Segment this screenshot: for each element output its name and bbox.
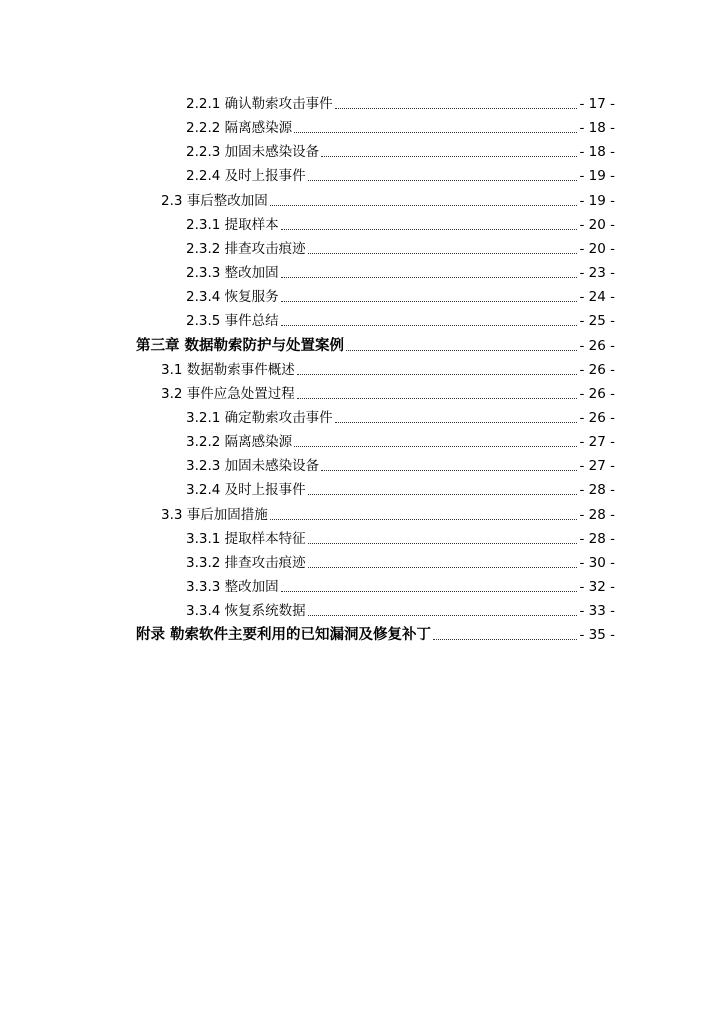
- toc-page-number: - 32 -: [579, 579, 615, 595]
- toc-entry-title: 2.3.4 恢复服务: [186, 289, 279, 306]
- toc-entry-title: 3.3.2 排查攻击痕迹: [186, 554, 306, 571]
- toc-entry-title: 2.2.4 及时上报事件: [186, 168, 306, 185]
- toc-entry[interactable]: [161, 355, 615, 379]
- toc-entry-title: 3.2.1 确定勒索攻击事件: [186, 409, 333, 426]
- toc-dot-leader: [308, 567, 578, 568]
- toc-entry-title: 2.2.2 隔离感染源: [186, 120, 293, 137]
- toc-dot-leader: [281, 301, 578, 302]
- toc-entry-title: 2.3 事后整改加固: [161, 192, 268, 209]
- toc-dot-leader: [308, 180, 578, 181]
- toc-dot-leader: [308, 615, 578, 616]
- toc-page-number: - 26 -: [579, 385, 615, 402]
- toc-entry-title: 3.2.3 加固未感染设备: [186, 458, 320, 475]
- toc-page-number: - 24 -: [579, 289, 615, 306]
- toc-entry[interactable]: [186, 161, 615, 185]
- toc-dot-leader: [281, 325, 578, 326]
- toc-page-number: - 28 -: [579, 506, 615, 523]
- toc-page-number: - 18 -: [579, 144, 615, 161]
- toc-page-number: - 20 -: [579, 240, 615, 257]
- toc-entry[interactable]: [186, 451, 615, 475]
- toc-entry-title: 3.3.3 整改加固: [186, 579, 279, 595]
- toc-page-number: - 20 -: [579, 216, 615, 233]
- toc-page-number: - 26 -: [579, 337, 615, 354]
- toc-entry[interactable]: [136, 620, 615, 644]
- toc-dot-leader: [433, 639, 577, 640]
- toc-dot-leader: [294, 132, 577, 133]
- toc-page-number: - 19 -: [579, 192, 615, 209]
- toc-entry[interactable]: [186, 524, 615, 548]
- toc-entry[interactable]: [186, 475, 615, 499]
- toc-entry-title: 3.3.4 恢复系统数据: [186, 603, 306, 620]
- toc-entry[interactable]: [186, 258, 615, 282]
- toc-dot-leader: [321, 470, 577, 471]
- toc-dot-leader: [281, 229, 578, 230]
- toc-dot-leader: [308, 253, 578, 254]
- toc-page-number: - 35 -: [579, 627, 615, 644]
- toc-dot-leader: [308, 543, 578, 544]
- toc-dot-leader: [294, 446, 577, 447]
- toc-entry-title: 3.2.4 及时上报事件: [186, 482, 306, 499]
- toc-entry[interactable]: [136, 331, 615, 355]
- toc-dot-leader: [297, 374, 578, 375]
- toc-entry-title: 2.2.1 确认勒索攻击事件: [186, 96, 333, 112]
- toc-entry[interactable]: [186, 572, 615, 596]
- toc-page-number: - 18 -: [579, 120, 615, 137]
- toc-dot-leader: [270, 205, 578, 206]
- toc-entry[interactable]: [161, 186, 615, 210]
- toc-entry[interactable]: [161, 379, 615, 403]
- toc-page-number: - 28 -: [579, 530, 615, 547]
- toc-page-number: - 26 -: [579, 361, 615, 378]
- toc-dot-leader: [321, 156, 577, 157]
- toc-entry-title: 2.3.3 整改加固: [186, 265, 279, 282]
- toc-dot-leader: [335, 422, 578, 423]
- toc-page-number: - 25 -: [579, 313, 615, 330]
- toc-dot-leader: [335, 108, 578, 109]
- toc-entry-title: 2.2.3 加固未感染设备: [186, 144, 320, 161]
- toc-entry[interactable]: [186, 137, 615, 161]
- toc-page-number: - 27 -: [579, 434, 615, 451]
- toc-page-number: - 17 -: [579, 96, 615, 112]
- toc-page-number: - 26 -: [579, 409, 615, 426]
- toc-page-number: - 19 -: [579, 168, 615, 185]
- toc-entry-title: 3.3.1 提取样本特征: [186, 530, 306, 547]
- toc-page-number: - 23 -: [579, 265, 615, 282]
- toc-dot-leader: [270, 519, 578, 520]
- toc-entry-title: 第三章 数据勒索防护与处置案例: [136, 337, 345, 354]
- toc-entry[interactable]: [186, 113, 615, 137]
- toc-page-number: - 27 -: [579, 458, 615, 475]
- toc-entry[interactable]: [186, 548, 615, 572]
- toc-dot-leader: [308, 494, 578, 495]
- toc-entry[interactable]: [186, 89, 615, 113]
- toc-entry-title: 3.3 事后加固措施: [161, 506, 268, 523]
- toc-entry[interactable]: [186, 282, 615, 306]
- toc-entry[interactable]: [186, 427, 615, 451]
- toc-entry[interactable]: [161, 500, 615, 524]
- toc-dot-leader: [346, 350, 577, 351]
- toc-entry[interactable]: [186, 210, 615, 234]
- toc-entry-title: 附录 勒索软件主要利用的已知漏洞及修复补丁: [136, 627, 432, 644]
- toc-page-number: - 33 -: [579, 603, 615, 620]
- toc-dot-leader: [281, 277, 578, 278]
- toc-page-number: - 28 -: [579, 482, 615, 499]
- toc-entry-title: 2.3.5 事件总结: [186, 313, 279, 330]
- toc-entry-title: 2.3.2 排查攻击痕迹: [186, 240, 306, 257]
- toc-entry-title: 3.1 数据勒索事件概述: [161, 361, 295, 378]
- toc-entry[interactable]: [186, 403, 615, 427]
- toc-entry[interactable]: [186, 596, 615, 620]
- toc-dot-leader: [297, 398, 578, 399]
- toc-page-number: - 30 -: [579, 554, 615, 571]
- toc-entry-title: 3.2.2 隔离感染源: [186, 434, 293, 451]
- toc-dot-leader: [281, 591, 578, 592]
- toc-entry[interactable]: [186, 306, 615, 330]
- toc-entry-title: 2.3.1 提取样本: [186, 216, 279, 233]
- toc-entry[interactable]: [186, 234, 615, 258]
- toc-entry-title: 3.2 事件应急处置过程: [161, 385, 295, 402]
